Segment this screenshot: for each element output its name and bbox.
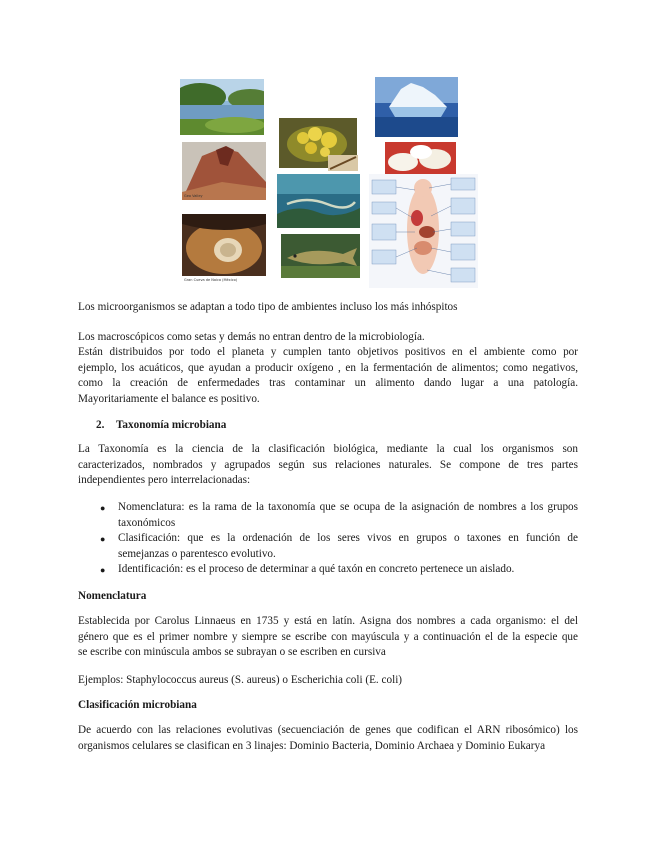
bullet-text <box>118 562 578 578</box>
bullet-line: semejanzas o parentesco evolutivo. <box>118 547 276 560</box>
adaptation-paragraph: Los microorganismos se adaptan a todo tipo de ambientes incluso los más inhóspitos <box>78 301 458 313</box>
distribution-line: ejemplo, los acuáticos, que ayudan a producir oxígeno , en la fermentación de alimentos; como negativos, <box>78 361 578 374</box>
distribution-line: como la creación de enfermedades tras contaminar un alimento dando lugar a una patología. <box>78 377 578 389</box>
bullet-dot: ● <box>100 565 106 575</box>
fish-photo <box>281 234 360 278</box>
taxonomy-line: La Taxonomía es la ciencia de la clasificación biológica, mediante la cual los organismos son <box>78 443 578 455</box>
iceberg-photo <box>375 77 458 137</box>
distribution-line: Mayoritariamente el balance es positivo. <box>78 392 260 405</box>
distribution-line: Están distribuidos por todo el planeta y cumplen tanto objetivos positivos en el ambiente como por <box>78 346 578 358</box>
clasificacion-line: organismos celulares se clasifican en 3 linajes: Dominio Bacteria, Dominio Archaea y Dominio Eukarya <box>78 739 546 752</box>
anatomy-diagram <box>369 174 478 288</box>
taxonomy-intro <box>78 442 578 489</box>
bullet-line: Identificación: es el proceso de determinar a qué taxón en concreto pertenece un aislado. <box>118 563 515 575</box>
bullet-line: taxonómicos <box>118 516 176 529</box>
clasificacion-paragraph <box>78 723 578 754</box>
bullet-text <box>118 531 578 562</box>
pond-photo <box>180 79 264 135</box>
section-number: 2. <box>96 419 105 431</box>
cheese-photo <box>385 142 456 175</box>
clasificacion-line: De acuerdo con las relaciones evolutivas (secuenciación de genes que codifican el ARN ribosómico) los <box>78 724 578 736</box>
photo-caption-left: Geo Valley <box>184 194 203 198</box>
bullet-line: Clasificación: que es la ordenación de los seres vivos en grupos o taxones en función de <box>118 532 578 544</box>
examples-paragraph: Ejemplos: Staphylococcus aureus (S. aureus) o Escherichia coli (E. coli) <box>78 674 403 686</box>
bullet-line: Nomenclatura: es la rama de la taxonomía que se ocupa de la asignación de nombres a los grupos <box>118 501 578 513</box>
nomenclatura-line: género que es el primer nombre y siempre se escribe con mayúscula y a continuación el de la especie que <box>78 630 578 643</box>
nomenclatura-heading: Nomenclatura <box>78 590 147 602</box>
section-heading: Taxonomía microbiana <box>116 419 227 431</box>
macroscopic-paragraph: Los macroscópicos como setas y demás no entran dentro de la microbiología. <box>78 331 425 343</box>
bullet-dot: ● <box>100 503 106 513</box>
taxonomy-line: caracterizados, nombrados y agrupados según sus relaciones naturales. Se compone de tres partes <box>78 458 578 471</box>
nomenclatura-line: se escribe con minúscula ambos se subrayan o se escriben en cursiva <box>78 646 386 658</box>
nomenclatura-paragraph <box>78 614 578 661</box>
bullet-text <box>118 500 578 531</box>
taxonomy-line: independientes pero interrelacionadas: <box>78 474 251 486</box>
volcano-photo <box>182 142 266 200</box>
cave-photo <box>182 214 266 276</box>
underwater-photo <box>277 174 360 228</box>
clasificacion-heading: Clasificación microbiana <box>78 699 197 711</box>
photo-caption-bottom: Gran Cueva de Naica (México) <box>184 278 238 282</box>
stick-photo <box>328 155 358 171</box>
bullet-dot: ● <box>100 534 106 544</box>
nomenclatura-line: Establecida por Carolus Linnaeus en 1735 y está en latín. Asigna dos nombres a cada organismo: el del <box>78 615 578 627</box>
distribution-paragraph <box>78 345 578 407</box>
environments-collage <box>178 76 478 294</box>
